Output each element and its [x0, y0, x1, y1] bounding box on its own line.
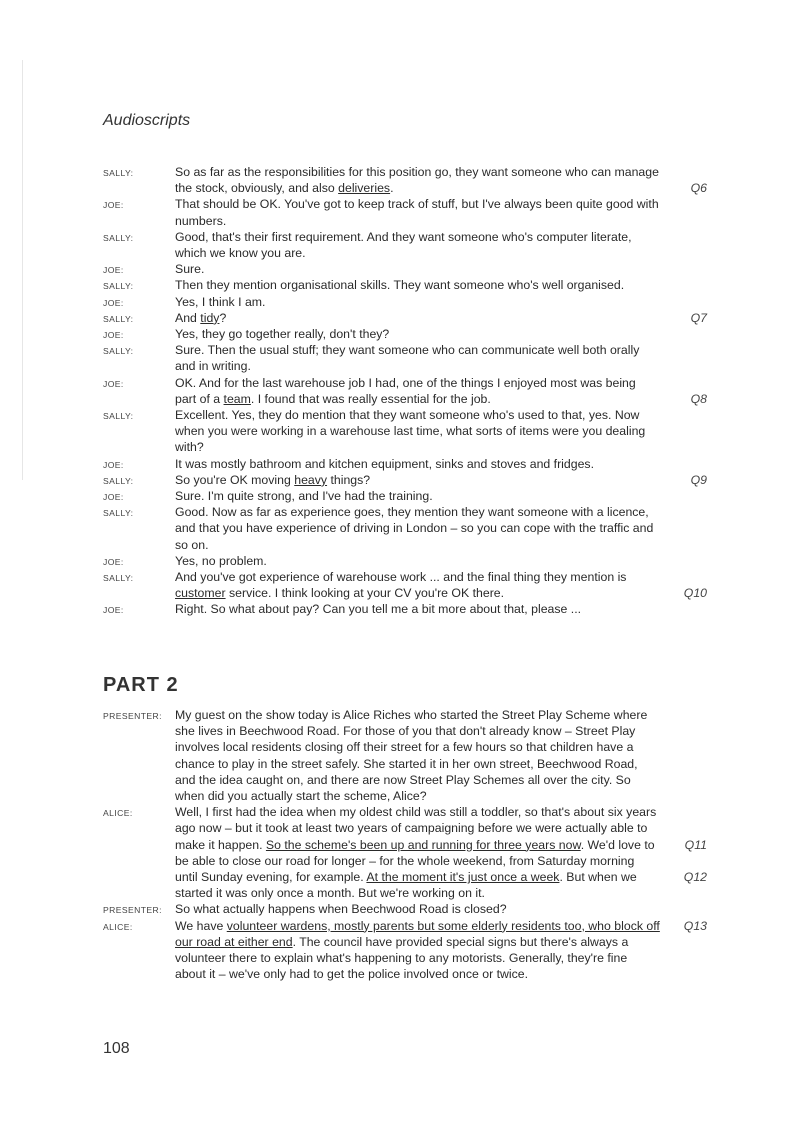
answer-underline: At the moment it's just once a week [366, 870, 560, 885]
dialogue-text [175, 277, 660, 293]
dialogue-text [175, 310, 660, 326]
speaker-label: JOE: [103, 265, 124, 276]
answer-underline: heavy [294, 472, 328, 487]
text-run: Yes, I think I am. [175, 294, 266, 309]
text-run: Yes, no problem. [175, 553, 267, 568]
question-marker: Q12 [683, 870, 707, 885]
dialogue-text [175, 804, 660, 901]
text-run: Then they mention organisational skills. They want someone who's well organised. [175, 278, 625, 293]
question-marker: Q9 [690, 472, 707, 487]
text-run: things? [327, 472, 371, 487]
speaker-label: SALLY: [103, 281, 134, 292]
dialogue-text [175, 504, 660, 553]
question-marker: Q11 [684, 837, 707, 852]
text-run: . But when we started it was only once a month. But we're working on it. [175, 870, 637, 901]
speaker-label: PRESENTER: [103, 711, 162, 721]
part1-transcript [103, 164, 723, 618]
part2-heading: PART 2 [103, 674, 179, 696]
dialogue-line [103, 294, 723, 310]
text-run: Good. Now as far as experience goes, they mention they want someone with a licence, and that you have experience of driving in London – so you can cope with the traffic and so on. [175, 505, 654, 552]
dialogue-line [103, 553, 723, 569]
text-run: Sure. I'm quite strong, and I've had the training. [175, 489, 433, 504]
text-run: OK. And for the last warehouse job I had, one of the things I enjoyed most was being part of a [175, 375, 636, 406]
speaker-label: JOE: [103, 378, 124, 389]
speaker-label: JOE: [103, 200, 124, 211]
dialogue-text [175, 553, 660, 569]
dialogue-line [103, 261, 723, 277]
answer-underline: So the scheme's been up and running for three years now [265, 837, 581, 852]
dialogue-text [175, 164, 660, 196]
speaker-label: SALLY: [103, 232, 134, 243]
dialogue-line [103, 504, 723, 553]
dialogue-line [103, 196, 723, 228]
dialogue-text [175, 707, 660, 804]
text-run: That should be OK. You've got to keep track of stuff, but I've always been quite good with numbers. [175, 197, 659, 228]
answer-underline: tidy [200, 310, 220, 325]
text-run: So what actually happens when Beechwood Road is closed? [175, 902, 507, 917]
text-run: And [175, 310, 201, 325]
page-number: 108 [103, 1040, 130, 1057]
speaker-label: ALICE: [103, 808, 133, 819]
dialogue-text [175, 342, 660, 374]
dialogue-text [175, 196, 660, 228]
speaker-label: SALLY: [103, 313, 134, 324]
dialogue-line [103, 472, 723, 488]
dialogue-line [103, 229, 723, 261]
text-run: We have [175, 918, 227, 933]
answer-underline: volunteer wardens, mostly parents but some elderly residents too, who block off our road at either end [175, 918, 660, 949]
margin-line [22, 60, 23, 480]
text-run: Sure. Then the usual stuff; they want someone who can communicate well both orally and in writing. [175, 343, 640, 374]
text-run: ? [219, 310, 227, 325]
question-marker: Q10 [683, 586, 707, 601]
dialogue-line [103, 277, 723, 293]
text-run: service. I think looking at your CV you're OK there. [225, 586, 505, 601]
dialogue-text [175, 456, 660, 472]
dialogue-text [175, 918, 660, 983]
text-run: Good, that's their first requirement. And they want someone who's computer literate, which we know you are. [175, 229, 632, 261]
dialogue-text [175, 901, 660, 917]
dialogue-text [175, 326, 660, 342]
speaker-label: JOE: [103, 605, 124, 616]
dialogue-line [103, 488, 723, 504]
dialogue-line [103, 310, 723, 326]
part2-transcript [103, 707, 723, 982]
dialogue-text [175, 407, 660, 456]
dialogue-line [103, 326, 723, 342]
text-run: . [390, 181, 394, 196]
dialogue-line [103, 342, 723, 374]
dialogue-text [175, 375, 660, 407]
text-run: Excellent. Yes, they do mention that they want someone who's used to that, yes. Now when you were working in a warehouse last time, what sorts of items were you dealing with? [175, 408, 646, 455]
speaker-label: SALLY: [103, 475, 134, 486]
dialogue-line [103, 456, 723, 472]
text-run: . The council have provided special signs but there's always a volunteer there to explain what's happening to any motorists. Generally, they're fine about it – we've only had to get the police involved once or twice. [175, 934, 629, 982]
speaker-label: PRESENTER: [103, 905, 162, 916]
dialogue-text [175, 261, 660, 277]
speaker-label: JOE: [103, 459, 124, 470]
speaker-label: JOE: [103, 297, 124, 308]
speaker-label: SALLY: [103, 508, 134, 519]
answer-underline: deliveries [338, 181, 391, 196]
dialogue-text [175, 229, 660, 261]
text-run: So as far as the responsibilities for this position go, they want someone who can manage the stock, obviously, and also [175, 165, 659, 196]
dialogue-line [103, 918, 723, 983]
dialogue-text [175, 488, 660, 504]
answer-underline: customer [175, 586, 226, 601]
dialogue-text [175, 569, 660, 601]
speaker-label: ALICE: [103, 921, 133, 932]
question-marker: Q7 [690, 310, 707, 325]
speaker-label: SALLY: [103, 346, 134, 357]
speaker-label: SALLY: [103, 411, 134, 422]
speaker-label: SALLY: [103, 168, 134, 178]
text-run: It was mostly bathroom and kitchen equipment, sinks and stoves and fridges. [175, 456, 594, 471]
question-marker: Q6 [690, 181, 707, 196]
section-title: Audioscripts [103, 112, 191, 129]
dialogue-line [103, 569, 723, 601]
dialogue-line [103, 901, 723, 917]
text-run: Sure. [175, 262, 205, 277]
dialogue-line [103, 601, 723, 617]
dialogue-text [175, 472, 660, 488]
dialogue-line [103, 164, 723, 196]
speaker-label: JOE: [103, 556, 124, 567]
text-run: And you've got experience of warehouse work ... and the final thing they mention is [175, 570, 627, 585]
text-run: Right. So what about pay? Can you tell me a bit more about that, please ... [175, 602, 582, 617]
speaker-label: JOE: [103, 492, 124, 503]
dialogue-line [103, 407, 723, 456]
dialogue-line [103, 375, 723, 407]
text-run: My guest on the show today is Alice Riches who started the Street Play Scheme where she lives in Beechwood Road. For those of you that don't already know – Street Play involves local residents closing off their street for a few hours so that children have a chance to play in the street safely. She started it in her own street, Beechwood Road, and the idea caught on, and there are now Street Play Schemes all over the city. So when did you actually start the scheme, Alice? [175, 708, 648, 804]
dialogue-text [175, 601, 660, 617]
text-run: . We'd love to be able to close our road for longer – for the whole weekend, from Saturday morning until Sunday evening, for example. [175, 837, 655, 885]
question-marker: Q13 [683, 918, 707, 933]
speaker-label: SALLY: [103, 573, 134, 584]
speaker-label: JOE: [103, 330, 124, 341]
question-marker: Q8 [690, 391, 707, 406]
dialogue-line [103, 804, 723, 901]
dialogue-line [103, 707, 723, 804]
text-run: So you're OK moving [175, 472, 295, 487]
text-run: Well, I first had the idea when my oldest child was still a toddler, so that's about six years ago now – but it took at least two years of campaigning before we were actually able to make it happen. [175, 805, 657, 852]
text-run: . I found that was really essential for the job. [250, 391, 491, 406]
answer-underline: team [223, 391, 251, 406]
dialogue-text [175, 294, 660, 310]
text-run: Yes, they go together really, don't they? [175, 327, 390, 342]
